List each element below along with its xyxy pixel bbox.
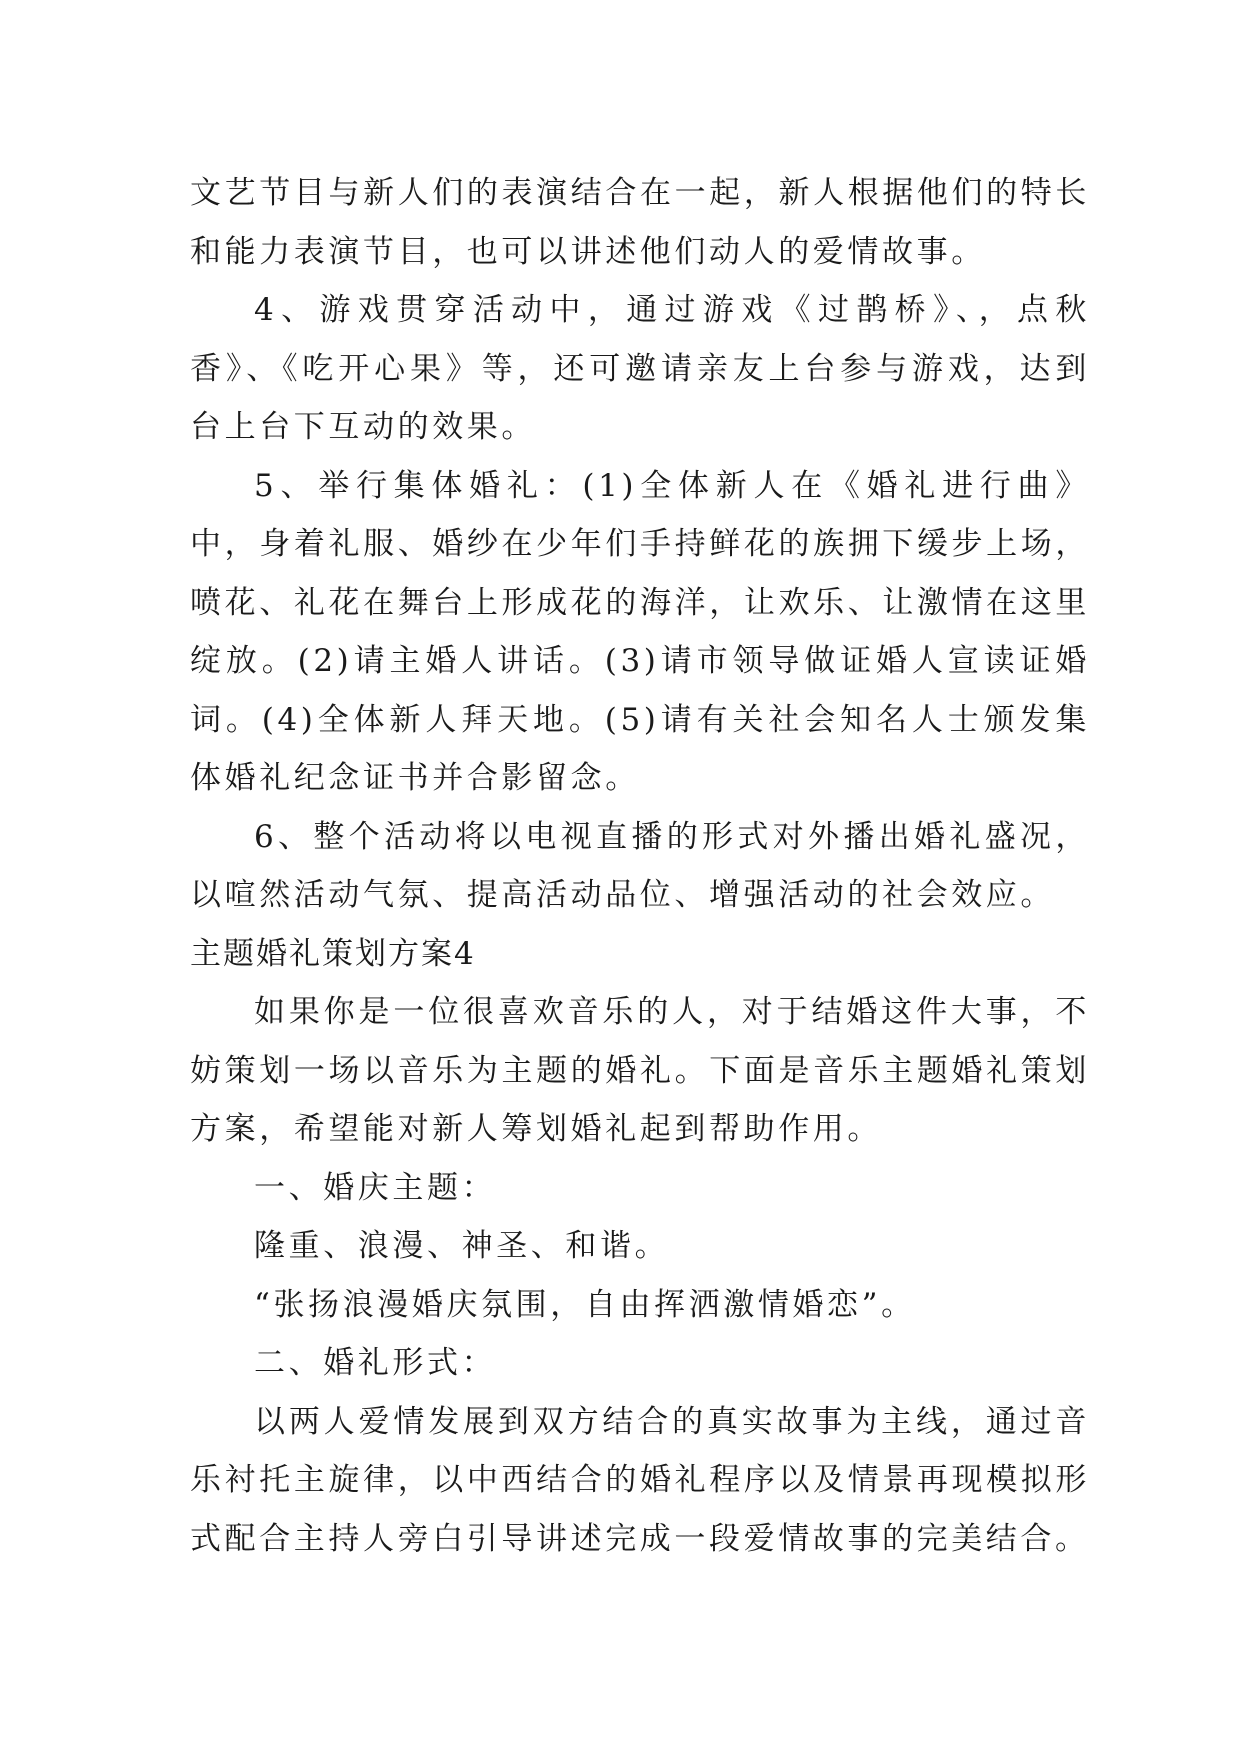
paragraph-theme-heading: 一、婚庆主题： <box>254 1169 497 1206</box>
paragraph-item-4-games: 4、游戏贯穿活动中，通过游戏《过鹊桥》、，点秋香》、《吃开心果》等，还可邀请亲友上台参与游戏，达到台上台下互动的效果。 <box>190 292 1090 445</box>
paragraph-theme-keywords: 隆重、浪漫、神圣、和谐。 <box>254 1228 670 1264</box>
paragraph-program-continuation: 文艺节目与新人们的表演结合在一起，新人根据他们的特长和能力表演节目，也可以讲述他们动人的爱情故事。 <box>190 175 1090 270</box>
paragraph-form-heading: 二、婚礼形式： <box>254 1345 497 1381</box>
document-page <box>190 164 1090 1568</box>
paragraph-intro-music-wedding: 如果你是一位很喜欢音乐的人，对于结婚这件大事，不妨策划一场以音乐为主题的婚礼。下面是音乐主题婚礼策划方案，希望能对新人筹划婚礼起到帮助作用。 <box>190 994 1090 1147</box>
paragraph-item-5-group-wedding: 5、举行集体婚礼：(1)全体新人在《婚礼进行曲》中，身着礼服、婚纱在少年们手持鲜花的族拥下缓步上场，喷花、礼花在舞台上形成花的海洋，让欢乐、让激情在这里绽放。(2)请主婚人讲话。(3)请市领导做证婚人宣读证婚词。(4)全体新人拜天地。(5)请有关社会知名人士颁发集体婚礼纪念证书并合影留念。 <box>190 467 1090 796</box>
paragraph-form-description: 以两人爱情发展到双方结合的真实故事为主线，通过音乐衬托主旋律，以中西结合的婚礼程序以及情景再现模拟形式配合主持人旁白引导讲述完成一段爱情故事的完美结合。 <box>190 1403 1090 1557</box>
section-title: 主题婚礼策划方案4 <box>190 935 476 972</box>
paragraph-item-6-broadcast: 6、整个活动将以电视直播的形式对外播出婚礼盛况，以喧然活动气氛、提高活动品位、增强活动的社会效应。 <box>190 818 1090 913</box>
paragraph-theme-slogan: “张扬浪漫婚庆氛围，自由挥洒激情婚恋”。 <box>254 1286 916 1323</box>
